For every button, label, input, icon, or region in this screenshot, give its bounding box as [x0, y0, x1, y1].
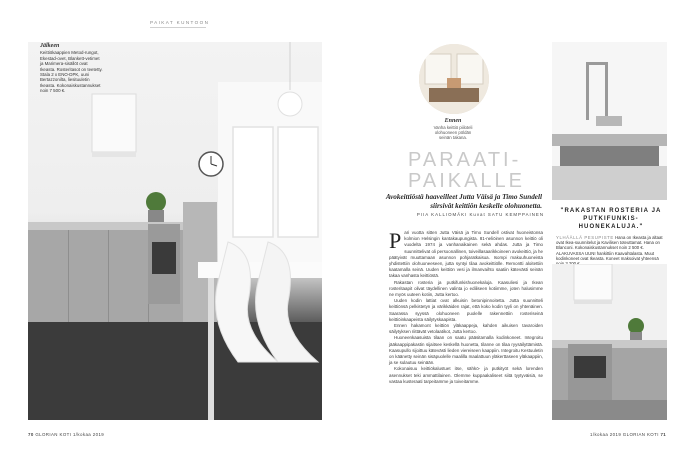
stove-photo — [552, 264, 667, 420]
footer-left-mag: GLORIAN KOTI — [35, 432, 72, 437]
right-caption — [556, 235, 668, 266]
caption-before-title: Ennen — [444, 118, 462, 124]
footer-left-issue: 1/kokaa 2019 — [72, 432, 105, 437]
footer-right-page: 71 — [660, 432, 667, 437]
section-rule — [150, 27, 206, 28]
pull-quote: "RAKASTAN ROSTERIA JA PUTKIFUNKIS-HUONEKALUJA." — [560, 208, 662, 230]
dropcap: P — [389, 228, 402, 253]
body-paragraph: Huoneenkaasuista tilaan on saatu pääsitamalla kodinkoneet. Integroitu jääkaappipakastin sijaitsee keskellä huonetta, tilanne on tilaa ryysäilyttämistä. Kaasupullo sijoittuu kätevästi lieden viereiseen kaappiin. Integroitu Kestuuletin on käänetty seinän sisäpuolelle maalilla maalattuun yläkerttaseen yläkaappiin, ja se sulautuu seinään. — [389, 335, 543, 366]
photo-caption-after — [40, 44, 104, 94]
footer-left — [28, 432, 104, 437]
right-caption-text: Hana on Ikeasta ja altaat ovat Ikea-suunnitelut ja Kavilisen toteuttamat. Hana on Blanconi. Kokonaiskustannukset noin 2 500 €. ALAKUVASSA UUNI hankittiin Kaavahtalasta. Muut kodinkoneet ovat Ikeasta. Koneet maksoivat yhteensä — [556, 235, 663, 261]
footer-right-mag: GLORIAN KOTI — [622, 432, 659, 437]
right-caption-label: YLHÄÄLLÄ PESUPISTE — [556, 235, 614, 240]
article-headline: PARAATI-PAIKALLE — [408, 149, 526, 192]
caption-after-text: Keittiökaappien Metod-rungot, Ekestad-ovet, Blankett-vetimet ja Marimera-sisällöt ovat Ikeasta. Rosteritasot on teetetty. Stala 2 x ENO-DPK, uuni Bertazzonilta, liesituuletin Ikeasta. Kokonaiskustannukset noin 7 500 €. — [40, 50, 103, 94]
sink-photo — [552, 42, 667, 200]
article-byline: PIIA KALLIOMÄKI Kuvat SATU KEMPPAINEN — [416, 212, 544, 217]
section-label: PAIKAT KUNTOON — [150, 20, 210, 25]
article-body — [389, 230, 543, 385]
body-paragraph: Kokonaisuu keittiökalustuet itse, sähkö- ja putkityöt sekä lorenden asennukset teki ammattilainen. Olemme kuppaakaliseet siitä tyytyväisiä, se vastaa kusteraati tarpeitamme ja toiveitamme. — [389, 366, 543, 384]
before-photo — [419, 44, 489, 114]
body-paragraph: Ennen hakamont keittiön yläkaappeja, kahden aikuisen tavaroiden säilytyksen riittävät vetolaatikot, Jutta kertoo. — [389, 323, 543, 335]
body-paragraph: ari vuotta sitten Jutta Väisä ja Timo Sundell ostivat huoneistonsa kolmion Helsingin kantakaupungista. 81-neliöinen asunnon keittiö oli vuodelta 1974 ja vanhanaikainen sekä ahdas. Jutta ja Timo suunnittelivat oli persoonallinen, toiveillasaarikkoineen avokeittiö, ja he päätyivät muuttamaan asunnon pohjaratkaisua. Isompi makuuhuoneista yhdistettiin olohuoneeseen, jutta syntyi tilaa avokeittiölle. Remontti aloitettiin kaatamalla seinä. Uuden keittiön vesi ja ilmanvaihto saatiin kätevästi seinän takaa vanhasta keittiöstä. — [389, 230, 543, 279]
footer-right-issue: 1/kokaa 2019 — [590, 432, 622, 437]
kitchen-photo — [28, 42, 322, 420]
body-paragraph: Rakastan rosteria ja putkifunkishuonekaluja. Kaasuliesi ja Ikean rosteritaapit olivat täydellinen valinta jo ediliseen kotiimme, joten halusimme ne myös uuteen kotiin, Jutta kertoo. — [389, 279, 543, 298]
caption-after-title: Jälkeen — [40, 43, 60, 49]
footer-right — [590, 432, 666, 437]
caption-before-text: Vanha keittiö piiloteli olohuoneen pöldän seinän takana. — [433, 125, 473, 140]
footer-left-page: 70 — [28, 432, 34, 437]
body-paragraph: Uuden kodin lattiat ovat alkuisin betonipinnoitetta. Jutta suunnitteli keittiönsä pelkistetyn ja värikkäiden rajat, että koko kodin tyyli on yhtenäinen. Saarassa syyssä olohuoneen puolelle rakennettiin rosteriseinä keittiöinkaapeista säilytyskaapista. — [389, 298, 543, 322]
article-subhead: Avokeittiöstä haaveilleet Jutta Väisä ja Timo Sundell siirsivät keittiön keskelle olohuonetta. — [385, 193, 542, 211]
